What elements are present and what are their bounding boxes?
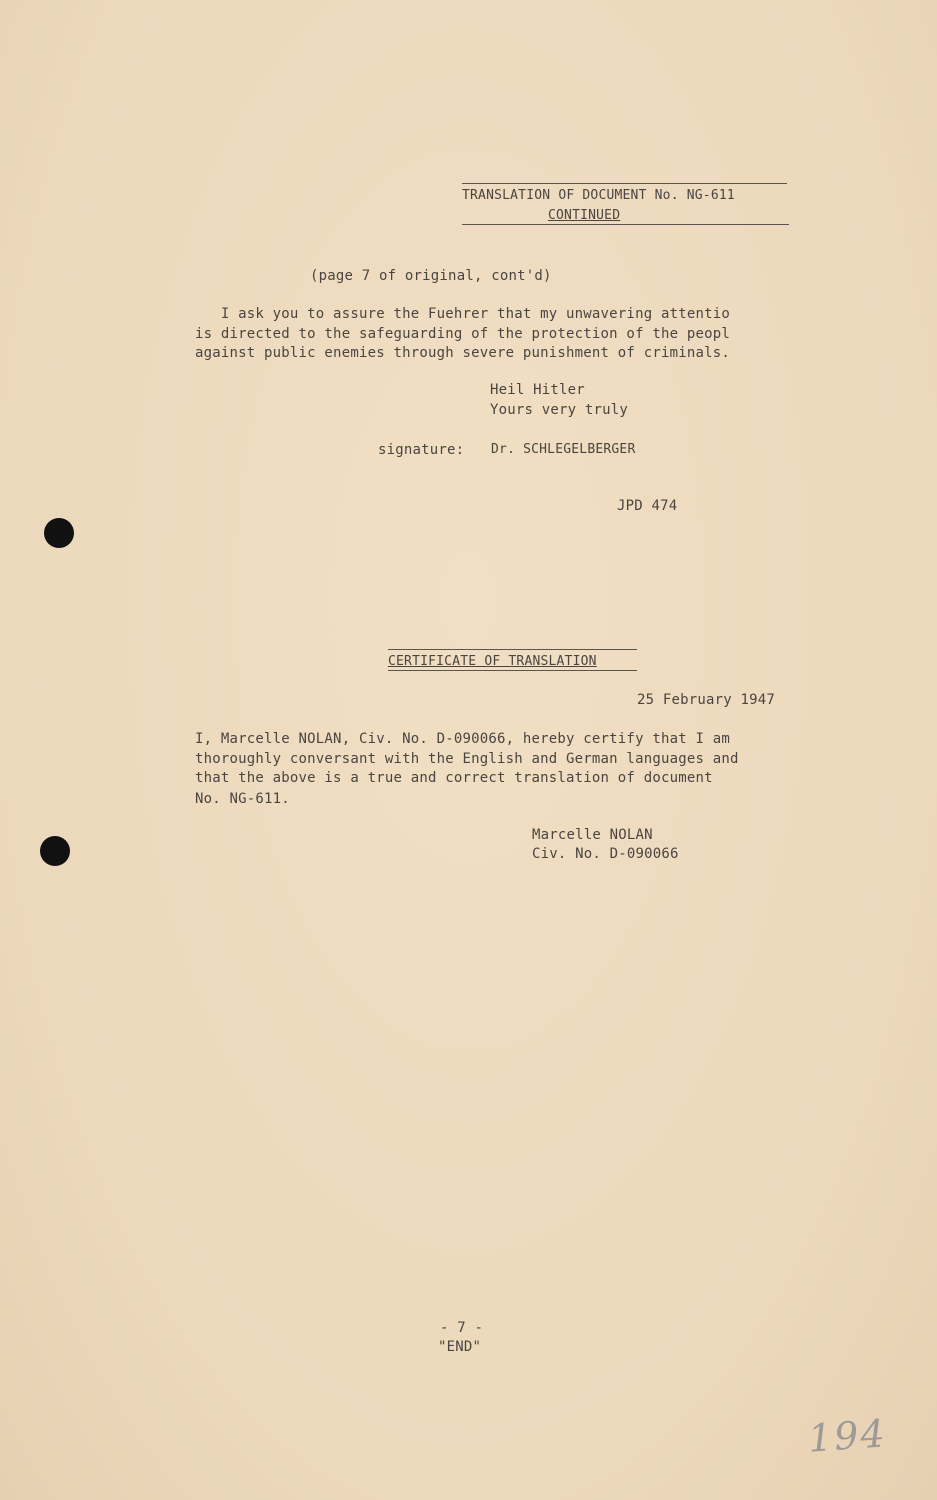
punch-hole-bottom bbox=[40, 836, 70, 866]
paragraph-line-2: is directed to the safeguarding of the protection of the peopl bbox=[195, 326, 730, 342]
certificate-line-2: thoroughly conversant with the English and German languages and bbox=[195, 751, 739, 767]
translator-name: Marcelle NOLAN bbox=[532, 827, 653, 843]
reference-code: JPD 474 bbox=[617, 498, 678, 514]
certificate-rule-bottom bbox=[388, 670, 637, 671]
certificate-line-4: No. NG-611. bbox=[195, 791, 290, 807]
certificate-line-1: I, Marcelle NOLAN, Civ. No. D-090066, hereby certify that I am bbox=[195, 731, 730, 747]
closing-yours: Yours very truly bbox=[490, 402, 629, 418]
header-rule-top bbox=[462, 183, 787, 184]
footer-end: "END" bbox=[438, 1339, 482, 1355]
certificate-rule-top bbox=[388, 649, 637, 650]
page-note: (page 7 of original, cont'd) bbox=[310, 268, 552, 284]
paragraph-line-3: against public enemies through severe punishment of criminals. bbox=[195, 345, 730, 361]
header-continued: CONTINUED bbox=[548, 208, 621, 223]
signature-name: Dr. SCHLEGELBERGER bbox=[491, 442, 636, 457]
translator-civ-no: Civ. No. D-090066 bbox=[532, 846, 679, 862]
footer-page-number: - 7 - bbox=[440, 1320, 484, 1336]
header-title: TRANSLATION OF DOCUMENT No. NG-611 bbox=[462, 188, 735, 203]
paragraph-line-1: I ask you to assure the Fuehrer that my unwavering attentio bbox=[195, 306, 730, 322]
punch-hole-top bbox=[44, 518, 74, 548]
certificate-title: CERTIFICATE OF TRANSLATION bbox=[388, 654, 597, 669]
closing-heil: Heil Hitler bbox=[490, 382, 585, 398]
certificate-date: 25 February 1947 bbox=[637, 692, 776, 708]
header-rule-bottom bbox=[462, 224, 789, 225]
certificate-line-3: that the above is a true and correct translation of document bbox=[195, 770, 713, 786]
signature-label: signature: bbox=[378, 442, 465, 458]
handwritten-page-number: 194 bbox=[806, 1411, 888, 1461]
